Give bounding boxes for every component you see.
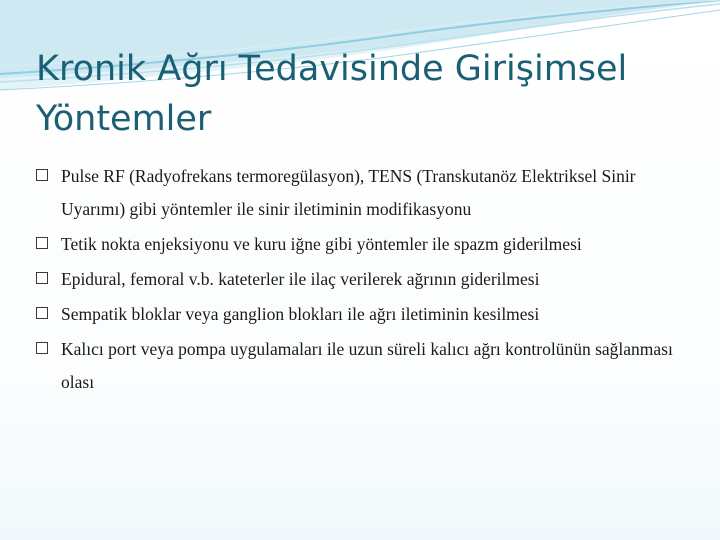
list-item bbox=[36, 263, 676, 296]
square-bullet-icon bbox=[36, 342, 48, 354]
list-item bbox=[36, 228, 676, 261]
list-item bbox=[36, 160, 676, 226]
list-item-text: Sempatik bloklar veya ganglion blokları ile ağrı iletiminin kesilmesi bbox=[61, 304, 540, 324]
slide-title: Kronik Ağrı Tedavisinde Girişimsel Yöntemler bbox=[36, 49, 628, 139]
list-item bbox=[36, 333, 676, 399]
square-bullet-icon bbox=[36, 272, 48, 284]
square-bullet-icon bbox=[36, 237, 48, 249]
list-item-text: Epidural, femoral v.b. kateterler ile ilaç verilerek ağrının giderilmesi bbox=[61, 269, 540, 289]
list-item-text: Kalıcı port veya pompa uygulamaları ile uzun süreli kalıcı ağrı kontrolünün sağlanması olası bbox=[61, 339, 673, 392]
list-item-text: Tetik nokta enjeksiyonu ve kuru iğne gibi yöntemler ile spazm giderilmesi bbox=[61, 234, 582, 254]
square-bullet-icon bbox=[36, 169, 48, 181]
square-bullet-icon bbox=[36, 307, 48, 319]
list-item-text: Pulse RF (Radyofrekans termoregülasyon), TENS (Transkutanöz Elektriksel Sinir Uyarımı) gibi yöntemler ile sinir iletiminin modifikasyonu bbox=[61, 166, 636, 219]
list-item bbox=[36, 298, 676, 331]
bullet-list bbox=[36, 160, 676, 401]
